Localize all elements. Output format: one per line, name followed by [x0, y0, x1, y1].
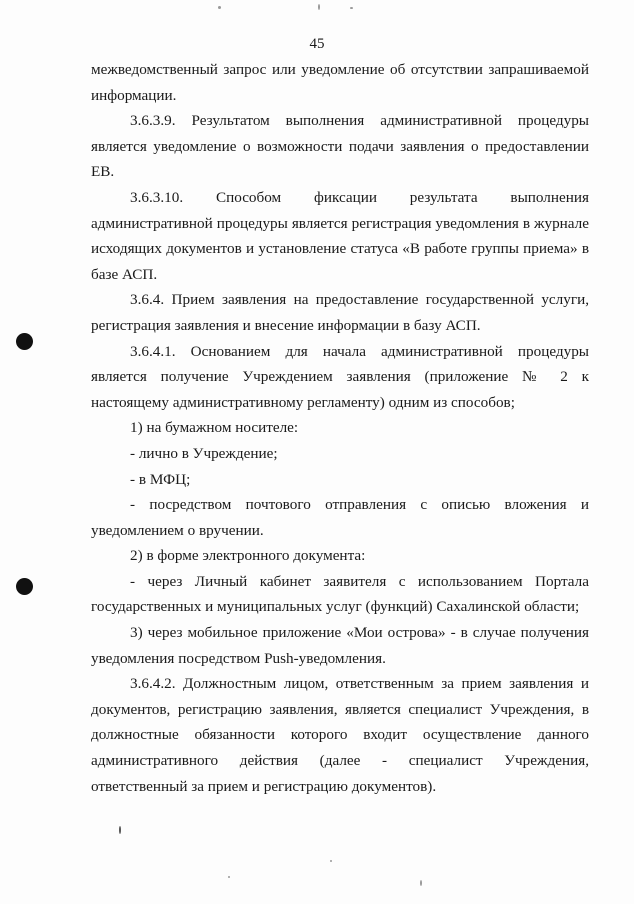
scan-speck [330, 860, 332, 862]
scan-speck [228, 876, 230, 878]
list-item: - посредством почтового отправления с описью вложения и уведомлением о вручении. [91, 496, 589, 539]
scan-speck [119, 826, 121, 834]
paragraph: 3.6.4.2. Должностным лицом, ответственным за прием заявления и документов, регистрацию заявления, является специалист Учреждения, в должностные обязанности которого входит осуществление данного административного действия (далее - специалист Учреждения, ответственный за прием и регистрацию документов). [91, 675, 589, 795]
scan-speck [350, 7, 353, 9]
scan-speck [318, 4, 320, 10]
list-item: 1) на бумажном носителе: [130, 419, 299, 437]
paragraph: 3.6.4.1. Основанием для начала административной процедуры является получение Учреждением заявления (приложение № 2 к настоящему административному регламенту) одним из способов; [91, 342, 589, 411]
scan-speck [420, 880, 422, 886]
page-number: 45 [309, 36, 325, 52]
paragraph: 3.6.3.9. Результатом выполнения административной процедуры является уведомление о возможности подачи заявления о предоставлении ЕВ. [91, 112, 589, 181]
scan-speck [218, 6, 221, 9]
punch-hole-mark [16, 578, 33, 595]
paragraph: межведомственный запрос или уведомление об отсутствии запрашиваемой информации. [91, 61, 589, 104]
list-item: - лично в Учреждение; [130, 444, 278, 462]
document-body [91, 57, 589, 799]
list-item: 3) через мобильное приложение «Мои острова» - в случае получения уведомления посредством Push-уведомления. [91, 624, 589, 667]
list-item: - через Личный кабинет заявителя с использованием Портала государственных и муниципальных услуг (функций) Сахалинской области; [91, 572, 589, 616]
punch-hole-mark [16, 333, 33, 350]
paragraph: 3.6.3.10. Способом фиксации результата выполнения административной процедуры является регистрация уведомления в журнале исходящих документов и установление статуса «В работе группы приема» в базе АСП. [91, 188, 589, 283]
list-item: 2) в форме электронного документа: [130, 547, 366, 565]
paragraph: 3.6.4. Прием заявления на предоставление государственной услуги, регистрация заявления и внесение информации в базу АСП. [91, 291, 589, 334]
list-item: - в МФЦ; [130, 470, 191, 488]
